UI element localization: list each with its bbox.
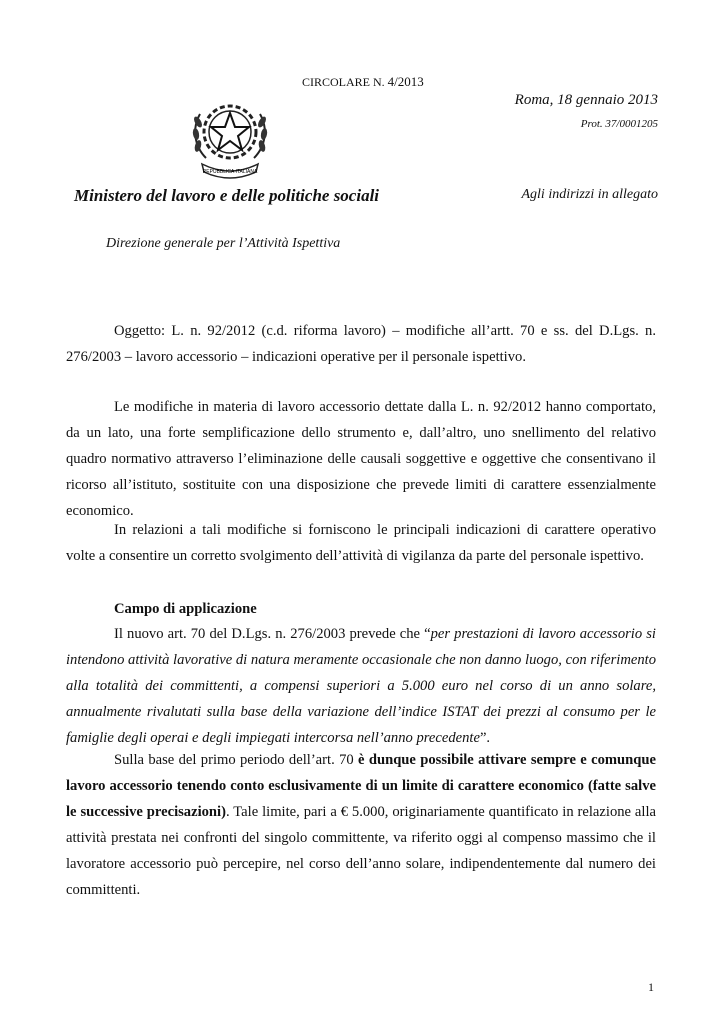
paragraph-2-text: In relazioni a tali modifiche si forniscono le principali indicazioni di carattere operativo volte a consentire un corretto svolgimento dell’attività di vigilanza da parte del personale ispettivo. — [66, 522, 656, 564]
paragraph-3-quote: per prestazioni di lavoro accessorio si intendono attività lavorative di natura meramente occasionale che non danno luogo, con riferimento alla totalità dei committenti, a compensi superiori a 5.000 euro nel corso di un anno solare, annualmente rivalutati sulla base della variazione dell’indice ISTAT dei prezzi al consumo per le famiglie degli operai e degli impiegati intercorsa nell’anno precedente — [66, 626, 656, 746]
paragraph-4-text — [66, 747, 656, 903]
paragraph-4-intro: Sulla base del primo periodo dell’art. 70 — [114, 752, 359, 768]
circular-number — [302, 74, 424, 90]
circular-num: 4/2013 — [387, 74, 424, 89]
paragraph-4 — [66, 747, 656, 903]
paragraph-1-text: Le modifiche in materia di lavoro accessorio dettate dalla L. n. 92/2012 hanno comportato, da un lato, una forte semplificazione dello strumento e, dall’altro, uno snellimento del relativo quadro normativo attraverso l’eliminazione delle causali soggettive e oggettive che consentivano il ricorso all’istituto, sostituite con una disposizione che prevede limiti di carattere essenzialmente economico. — [66, 399, 656, 519]
paragraph-3-intro: Il nuovo art. 70 del D.Lgs. n. 276/2003 prevede che “ — [114, 626, 431, 642]
protocol-number: Prot. 37/0001205 — [580, 118, 658, 130]
recipients: Agli indirizzi in allegato — [521, 187, 658, 202]
paragraph-3-outro: ”. — [479, 730, 491, 746]
circular-label: CIRCOLARE N. — [302, 75, 385, 89]
paragraph-4-bold: è dunque possibile attivare sempre e comunque lavoro accessorio tenendo conto esclusivamente di un limite di carattere economico (fatte salve le successive precisazioni) — [66, 752, 656, 820]
paragraph-2 — [66, 517, 656, 569]
directorate-name: Direzione generale per l’Attività Ispettiva — [106, 236, 341, 251]
paragraph-4-rest: . Tale limite, pari a € 5.000, originariamente quantificato in relazione alla attività prestata nei confronti del singolo committente, va riferito oggi al compenso massimo che il lavoratore accessorio può percepire, nel corso dell’anno solare, indipendentemente dal numero dei committenti. — [66, 804, 656, 898]
paragraph-1 — [66, 394, 656, 524]
italian-republic-emblem-icon — [186, 88, 274, 182]
section-heading: Campo di applicazione — [114, 601, 257, 617]
subject-text: Oggetto: L. n. 92/2012 (c.d. riforma lavoro) – modifiche all’artt. 70 e ss. del D.Lgs. n. 276/2003 – lavoro accessorio – indicazioni operative per il personale ispettivo. — [66, 323, 656, 365]
ministry-name: Ministero del lavoro e delle politiche sociali — [74, 186, 380, 205]
page-number: 1 — [648, 980, 654, 994]
document-date: Roma, 18 gennaio 2013 — [514, 92, 658, 108]
subject-paragraph — [66, 318, 656, 370]
paragraph-3 — [66, 621, 656, 751]
emblem-ribbon-text: REPUBBLICA ITALIANA — [202, 169, 258, 175]
paragraph-3-text — [66, 621, 656, 751]
